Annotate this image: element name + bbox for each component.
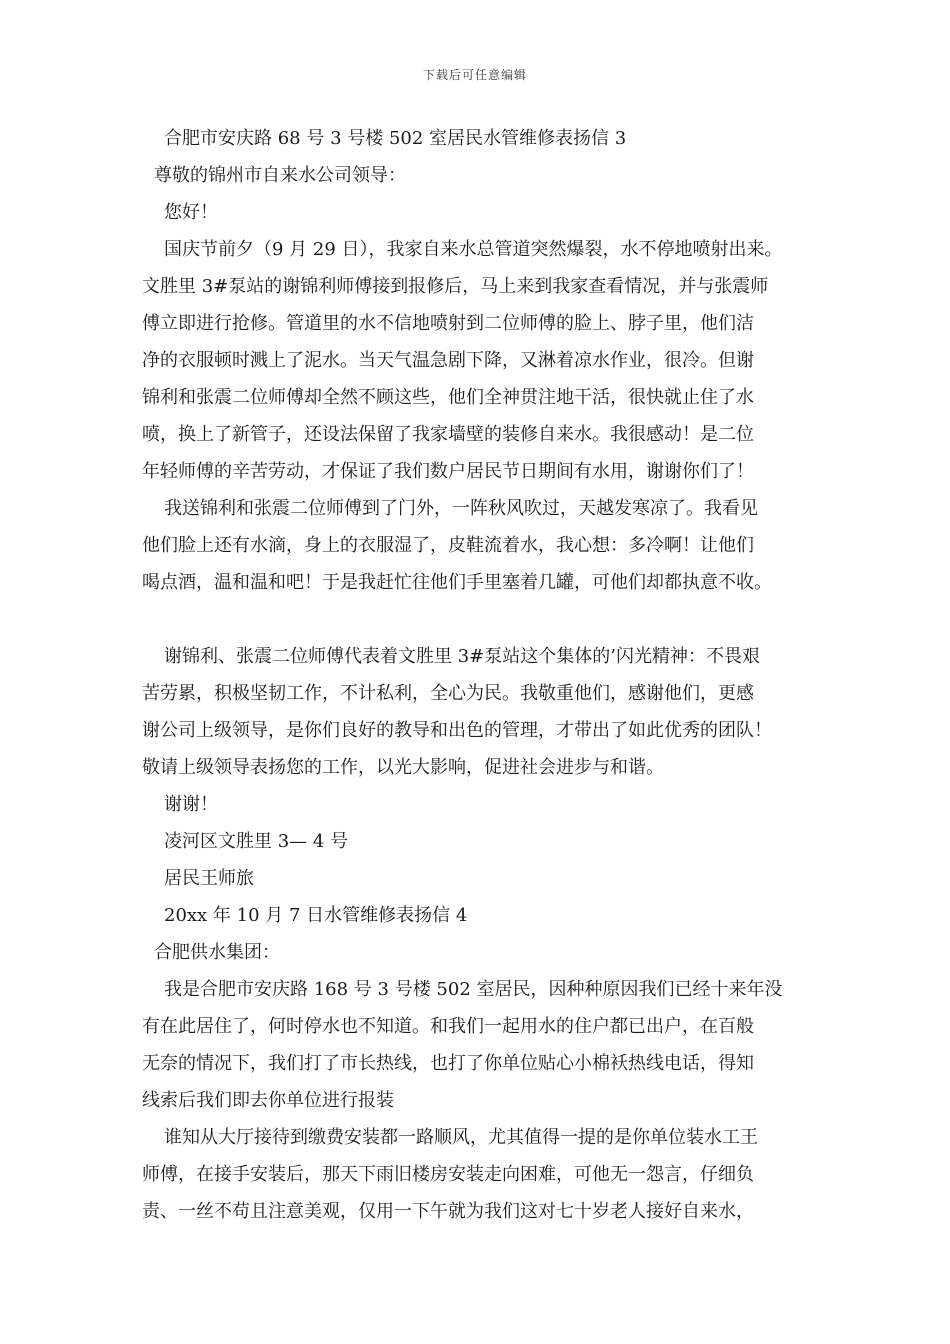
text-line: 谁知从大厅接待到缴费安装都一路顺风，尤其值得一提的是你单位装水工王	[164, 1127, 758, 1148]
header-note: 下载后可任意编辑	[422, 68, 527, 82]
text-line: 苦劳累，积极坚韧工作，不计私利，全心为民。我敬重他们，感谢他们，更感	[142, 683, 754, 704]
text-line: 无奈的情况下，我们打了市长热线，也打了你单位贴心小棉袄热线电话，得知	[142, 1053, 754, 1074]
text-line: 您好！	[164, 202, 218, 223]
text-line: 文胜里 3#泵站的谢锦利师傅接到报修后，马上来到我家查看情况，并与张震师	[142, 276, 769, 297]
text-line: 师傅，在接手安装后，那天下雨旧楼房安装走向困难，可他无一怨言，仔细负	[142, 1164, 754, 1185]
text-line: 锦利和张震二位师傅却全然不顾这些，他们全神贯注地干活，很快就止住了水	[142, 387, 754, 408]
text-line: 我送锦利和张震二位师傅到了门外，一阵秋风吹过，天越发寒凉了。我看见	[164, 498, 758, 519]
text-line: 我是合肥市安庆路 168 号 3 号楼 502 室居民，因种种原因我们已经十来年没	[164, 979, 783, 1000]
text-line: 喝点酒，温和温和吧！于是我赶忙往他们手里塞着几罐，可他们却都执意不收。	[142, 572, 772, 593]
text-line: 喷，换上了新管子，还设法保留了我家墙壁的装修自来水。我很感动！是二位	[142, 424, 754, 445]
text-line: 谢锦利、张震二位师傅代表着文胜里 3#泵站这个集体的’闪光精神：不畏艰	[164, 646, 760, 667]
text-line: 合肥市安庆路 68 号 3 号楼 502 室居民水管维修表扬信 3	[164, 128, 627, 149]
text-line: 傅立即进行抢修。管道里的水不信地喷射到二位师傅的脸上、脖子里，他们洁	[142, 313, 754, 334]
text-line: 尊敬的锦州市自来水公司领导：	[154, 165, 406, 186]
document-body	[142, 120, 822, 1230]
text-line: 净的衣服顿时溅上了泥水。当天气温急剧下降，又淋着凉水作业，很冷。但谢	[142, 350, 754, 371]
text-line: 谢公司上级领导，是你们良好的教导和出色的管理，才带出了如此优秀的团队！	[142, 720, 772, 741]
text-line: 他们脸上还有水滴，身上的衣服湿了，皮鞋流着水，我心想：多冷啊！让他们	[142, 535, 754, 556]
blank-line	[142, 601, 822, 638]
text-line: 有在此居住了，何时停水也不知道。和我们一起用水的住户都已出户，在百般	[142, 1016, 754, 1037]
text-line: 20xx 年 10 月 7 日水管维修表扬信 4	[164, 905, 468, 926]
text-line: 线索后我们即去你单位进行报装	[142, 1090, 394, 1111]
text-line: 凌河区文胜里 3— 4 号	[164, 831, 349, 852]
text-line: 敬请上级领导表扬您的工作，以光大影响，促进社会进步与和谐。	[142, 757, 664, 778]
text-line: 居民王师旅	[164, 868, 254, 889]
text-line: 谢谢！	[164, 794, 218, 815]
text-line: 国庆节前夕（9 月 29 日），我家自来水总管道突然爆裂，水不停地喷射出来。	[164, 239, 783, 260]
text-line: 年轻师傅的辛苦劳动，才保证了我们数户居民节日期间有水用，谢谢你们了！	[142, 461, 754, 482]
text-line: 责、一丝不苟且注意美观，仅用一下午就为我们这对七十岁老人接好自来水，	[142, 1201, 754, 1222]
text-line: 合肥供水集团：	[154, 942, 280, 963]
